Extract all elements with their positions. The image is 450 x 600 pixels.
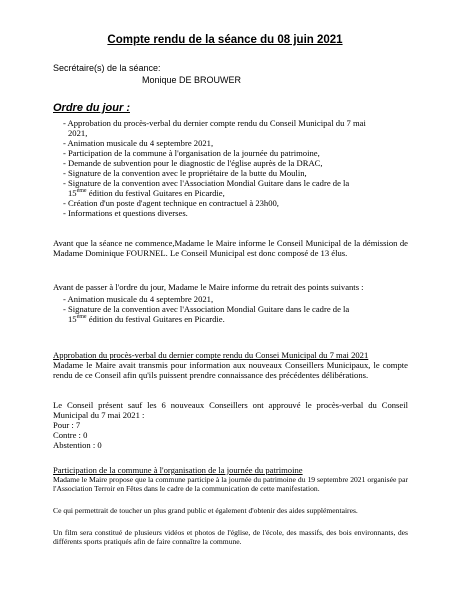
edition-number: 15 [68,188,77,198]
approbation-section [53,350,408,380]
vote-section [53,400,408,450]
list-item: - Signature de la convention avec l'Association Mondial Guitare dans le cadre de la [63,304,350,314]
list-item: - Création d'un poste d'agent technique en contractuel à 23h00, [63,198,279,208]
list-item: - Participation de la commune à l'organisation de la journée du patrimoine, [63,148,320,158]
list-item: - Animation musicale du 4 septembre 2021, [63,294,214,304]
approbation-heading: Approbation du procès-verbal du dernier compte rendu du Consei Municipal du 7 mai 2021 [53,350,369,360]
list-item: - Informations et questions diverses. [63,208,188,218]
vote-contre: Contre : 0 [53,430,88,440]
patrimoine-paragraph-3: Un film sera constitué de plusieurs vidéos et photos de l'église, de l'école, des massifs, des bois environnants, des différents sports pratiqués afin de faire connaître la commune. [53,528,408,547]
list-item-continuation [63,188,408,198]
edition-text: édition du festival Guitares en Picardie, [86,188,225,198]
ordre-du-jour-list [63,118,408,218]
ordre-du-jour-heading: Ordre du jour : [53,102,130,114]
list-item: - Approbation du procès-verbal du dernier compte rendu du Conseil Municipal du 7 mai [63,118,366,128]
patrimoine-paragraph-2: Ce qui permettrait de toucher un plus grand public et également d'obtenir des aides supplémentaires. [53,506,358,515]
retrait-paragraph: Avant de passer à l'ordre du jour, Madame le Maire informe du retrait des points suivants : [53,282,364,292]
edition-suffix: ème [76,188,87,195]
list-item-continuation [63,314,408,324]
page-title: Compte rendu de la séance du 08 juin 2021 [107,34,343,46]
edition-number: 15 [68,314,77,324]
patrimoine-section [53,465,408,493]
demission-paragraph: Avant que la séance ne commence,Madame le Maire informe le Conseil Municipal de la démission de Madame Dominique FOURNEL. Le Conseil Municipal est donc composé de 13 élus. [53,238,408,258]
list-item: - Signature de la convention avec l'Association Mondial Guitare dans le cadre de la [63,178,350,188]
list-item: - Animation musicale du 4 septembre 2021, [63,138,214,148]
patrimoine-heading: Participation de la commune à l'organisation de la journée du patrimoine [53,465,303,475]
list-item: - Signature de la convention avec le propriétaire de la butte du Moulin, [63,168,307,178]
secretaire-label: Secrétaire(s) de la séance: [53,63,161,73]
vote-abstention: Abstention : 0 [53,440,102,450]
list-item-continuation: 2021, [68,128,88,138]
patrimoine-paragraph: Madame le Maire propose que la commune participe à la journée du patrimoine du 19 septembre 2021 organisée par l'Association Terroir en Fêtes dans le cadre de la communication de cette manifestation. [53,475,408,494]
list-item: - Demande de subvention pour le diagnostic de l'église auprès de la DRAC, [63,158,323,168]
retrait-list [63,294,408,324]
approbation-text: Madame le Maire avait transmis pour information aux nouveaux Conseillers Municipaux, le compte rendu de ce Conseil afin qu'ils puissent prendre connaissance des précédentes délibérations. [53,360,408,380]
vote-text: Le Conseil présent sauf les 6 nouveaux Conseillers ont approuvé le procès-verbal du Conseil Municipal du 7 mai 2021 : [53,400,408,420]
vote-pour: Pour : 7 [53,420,81,430]
edition-text: édition du festival Guitares en Picardie. [86,314,225,324]
secretaire-name: Monique DE BROUWER [142,75,242,85]
edition-suffix: ème [76,314,87,321]
